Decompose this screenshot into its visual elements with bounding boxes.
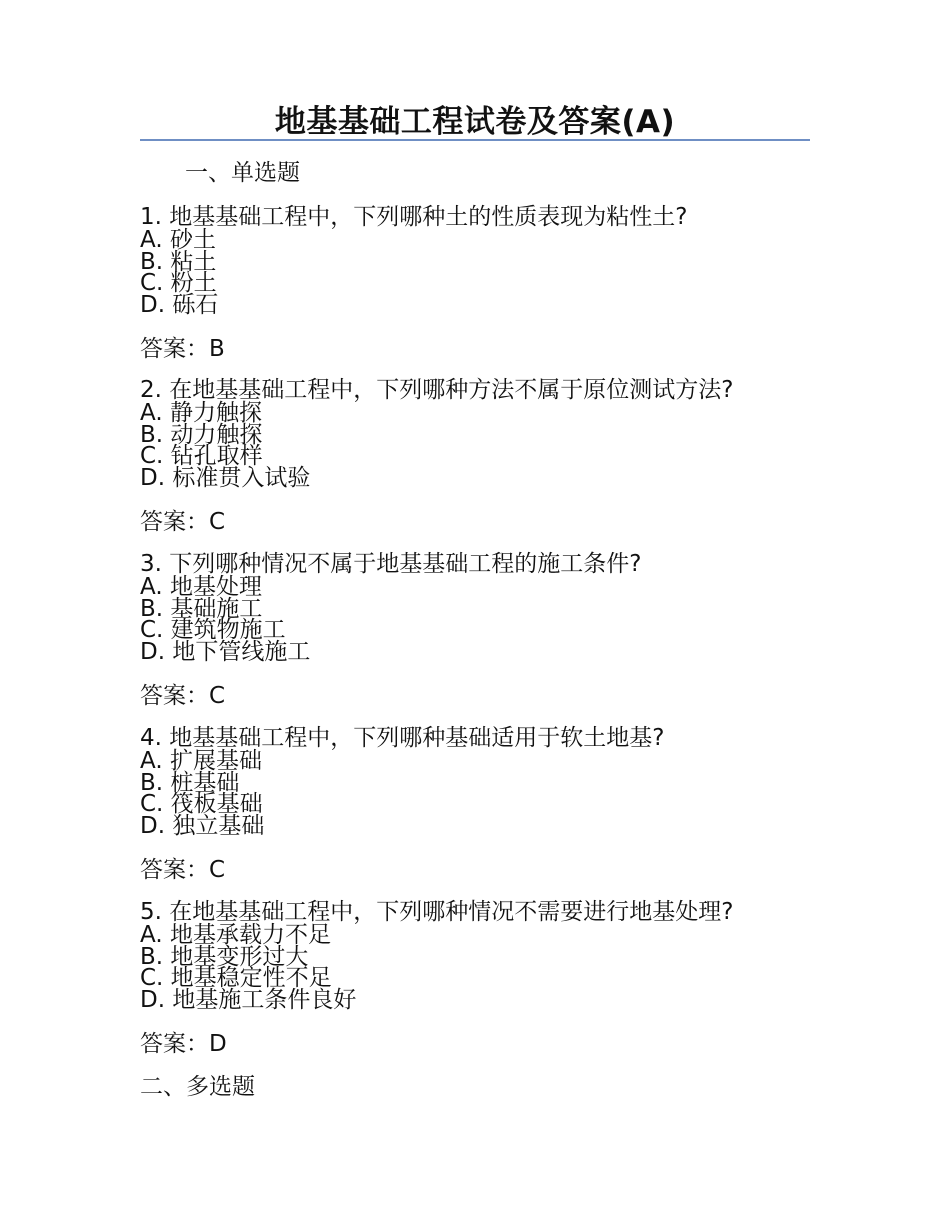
option-a: A. 砂土 (140, 227, 216, 253)
section-heading-single-choice: 一、单选题 (185, 160, 300, 186)
document-title: 地基基础工程试卷及答案(A) (274, 104, 676, 140)
question-stem: 3. 下列哪种情况不属于地基基础工程的施工条件? (140, 551, 642, 577)
option-b: B. 地基变形过大 (140, 943, 309, 970)
option-b: B. 桩基础 (140, 769, 240, 796)
answer-line: 答案：B (140, 335, 225, 362)
option-b: B. 粘土 (140, 248, 217, 275)
question-block (140, 204, 840, 363)
title-underline (140, 139, 810, 141)
option-c: C. 筏板基础 (140, 791, 263, 818)
option-a: A. 地基承载力不足 (140, 922, 331, 948)
section-heading-multiple-choice: 二、多选题 (140, 1074, 255, 1100)
option-b: B. 动力触探 (140, 421, 263, 448)
option-d: D. 标准贯入试验 (140, 465, 311, 492)
question-stem: 1. 地基基础工程中，下列哪种土的性质表现为粘性土? (140, 204, 688, 230)
option-b: B. 基础施工 (140, 595, 263, 622)
answer-line: 答案：D (140, 1030, 227, 1057)
option-a: A. 静力触探 (140, 400, 262, 426)
option-a: A. 扩展基础 (140, 748, 262, 774)
option-d: D. 砾石 (140, 292, 219, 319)
answer-line: 答案：C (140, 856, 226, 883)
question-block (140, 377, 840, 536)
question-stem: 4. 地基基础工程中，下列哪种基础适用于软土地基? (140, 725, 665, 751)
option-c: C. 建筑物施工 (140, 617, 286, 644)
option-d: D. 地下管线施工 (140, 639, 311, 666)
question-stem: 2. 在地基基础工程中，下列哪种方法不属于原位测试方法? (140, 377, 734, 403)
option-a: A. 地基处理 (140, 574, 262, 600)
question-block (140, 725, 840, 884)
option-c: C. 地基稳定性不足 (140, 965, 332, 992)
option-d: D. 地基施工条件良好 (140, 987, 357, 1014)
option-c: C. 钻孔取样 (140, 443, 263, 470)
question-block (140, 899, 840, 1058)
question-stem: 5. 在地基基础工程中，下列哪种情况不需要进行地基处理? (140, 899, 734, 925)
option-c: C. 粉土 (140, 270, 217, 297)
option-d: D. 独立基础 (140, 813, 265, 840)
answer-line: 答案：C (140, 508, 226, 535)
question-block (140, 551, 840, 710)
answer-line: 答案：C (140, 682, 226, 709)
